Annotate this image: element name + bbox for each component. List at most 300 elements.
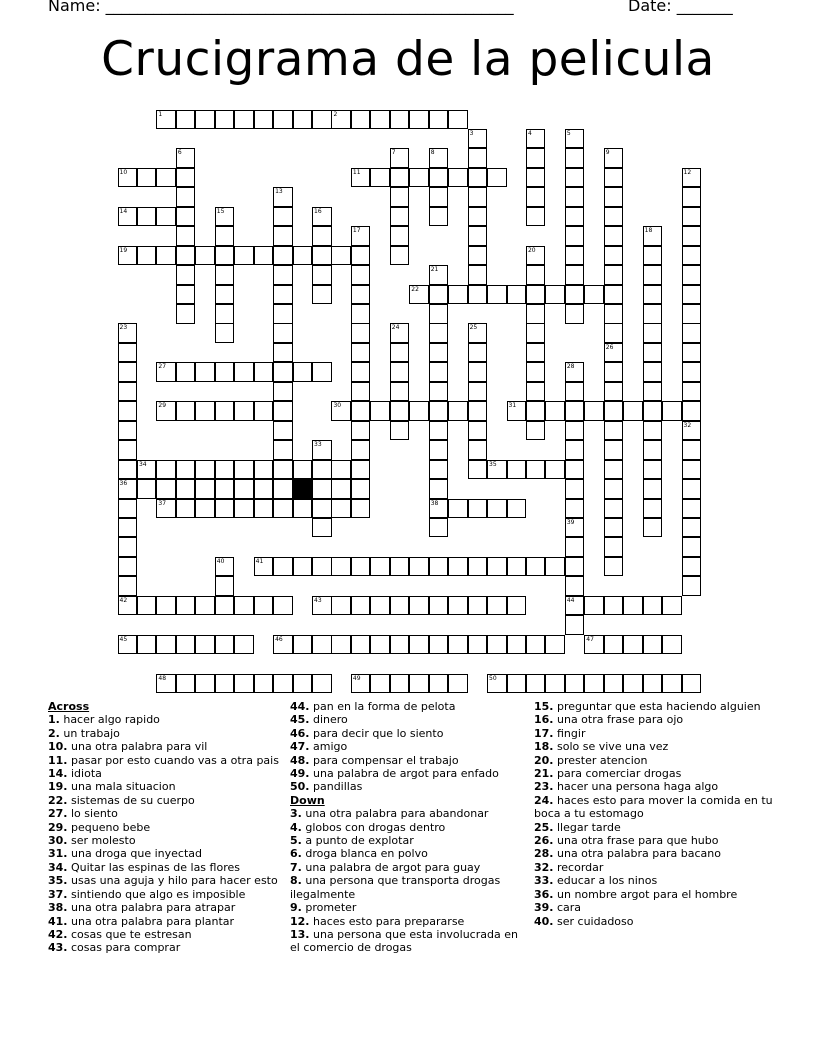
grid-cell[interactable]	[156, 207, 176, 227]
grid-cell[interactable]	[215, 285, 235, 305]
grid-cell[interactable]	[487, 557, 507, 577]
grid-cell[interactable]	[682, 265, 702, 285]
grid-cell[interactable]	[682, 285, 702, 305]
grid-cell[interactable]	[351, 499, 371, 519]
grid-cell[interactable]	[565, 557, 585, 577]
grid-cell[interactable]	[565, 207, 585, 227]
grid-cell[interactable]	[215, 304, 235, 324]
grid-cell[interactable]	[565, 285, 585, 305]
grid-cell[interactable]	[584, 401, 604, 421]
grid-cell[interactable]	[118, 246, 138, 266]
grid-cell[interactable]	[293, 110, 313, 130]
grid-cell[interactable]	[584, 285, 604, 305]
grid-cell[interactable]	[156, 635, 176, 655]
grid-cell[interactable]	[176, 246, 196, 266]
grid-cell[interactable]	[604, 148, 624, 168]
grid-cell[interactable]	[604, 226, 624, 246]
grid-cell[interactable]	[118, 518, 138, 538]
grid-cell[interactable]	[409, 674, 429, 694]
grid-cell[interactable]	[565, 265, 585, 285]
grid-cell[interactable]	[468, 401, 488, 421]
grid-cell[interactable]	[487, 674, 507, 694]
grid-cell[interactable]	[448, 596, 468, 616]
grid-cell[interactable]	[565, 382, 585, 402]
grid-cell[interactable]	[331, 557, 351, 577]
grid-cell[interactable]	[429, 148, 449, 168]
grid-cell[interactable]	[331, 596, 351, 616]
grid-cell[interactable]	[370, 596, 390, 616]
grid-cell[interactable]	[468, 246, 488, 266]
grid-cell[interactable]	[565, 129, 585, 149]
grid-cell[interactable]	[604, 285, 624, 305]
grid-cell[interactable]	[351, 421, 371, 441]
grid-cell[interactable]	[682, 576, 702, 596]
grid-cell[interactable]	[390, 226, 410, 246]
grid-cell[interactable]	[507, 557, 527, 577]
grid-cell[interactable]	[234, 362, 254, 382]
grid-cell[interactable]	[565, 596, 585, 616]
grid-cell[interactable]	[565, 421, 585, 441]
grid-cell[interactable]	[273, 265, 293, 285]
grid-cell[interactable]	[682, 460, 702, 480]
grid-cell[interactable]	[118, 362, 138, 382]
grid-cell[interactable]	[409, 557, 429, 577]
grid-cell[interactable]	[468, 226, 488, 246]
grid-cell[interactable]	[604, 557, 624, 577]
grid-cell[interactable]	[215, 110, 235, 130]
grid-cell[interactable]	[468, 207, 488, 227]
grid-cell[interactable]	[604, 518, 624, 538]
grid-cell[interactable]	[409, 168, 429, 188]
grid-cell[interactable]	[526, 362, 546, 382]
grid-cell[interactable]	[176, 499, 196, 519]
grid-cell[interactable]	[137, 207, 157, 227]
grid-cell[interactable]	[662, 674, 682, 694]
grid-cell[interactable]	[545, 285, 565, 305]
grid-cell[interactable]	[429, 518, 449, 538]
grid-cell[interactable]	[662, 596, 682, 616]
grid-cell[interactable]	[565, 499, 585, 519]
grid-cell[interactable]	[273, 323, 293, 343]
grid-cell[interactable]	[507, 596, 527, 616]
grid-cell[interactable]	[351, 460, 371, 480]
grid-cell[interactable]	[526, 187, 546, 207]
grid-cell[interactable]	[215, 674, 235, 694]
grid-cell[interactable]	[273, 110, 293, 130]
grid-cell[interactable]	[682, 207, 702, 227]
grid-cell[interactable]	[604, 187, 624, 207]
grid-cell[interactable]	[429, 285, 449, 305]
grid-cell[interactable]	[545, 401, 565, 421]
grid-cell[interactable]	[643, 285, 663, 305]
grid-cell[interactable]	[468, 557, 488, 577]
grid-cell[interactable]	[604, 674, 624, 694]
grid-cell[interactable]	[312, 674, 332, 694]
grid-cell[interactable]	[565, 148, 585, 168]
grid-cell[interactable]	[565, 187, 585, 207]
grid-cell[interactable]	[176, 401, 196, 421]
grid-cell[interactable]	[331, 479, 351, 499]
grid-cell[interactable]	[176, 265, 196, 285]
grid-cell[interactable]	[468, 168, 488, 188]
grid-cell[interactable]	[273, 304, 293, 324]
grid-cell[interactable]	[312, 362, 332, 382]
grid-cell[interactable]	[507, 674, 527, 694]
grid-cell[interactable]	[215, 226, 235, 246]
grid-cell[interactable]	[429, 362, 449, 382]
grid-cell[interactable]	[156, 246, 176, 266]
grid-cell[interactable]	[643, 421, 663, 441]
grid-cell[interactable]	[293, 362, 313, 382]
grid-cell[interactable]	[351, 362, 371, 382]
grid-cell[interactable]	[448, 285, 468, 305]
grid-cell[interactable]	[623, 401, 643, 421]
grid-cell[interactable]	[351, 110, 371, 130]
grid-cell[interactable]	[565, 518, 585, 538]
grid-cell[interactable]	[390, 362, 410, 382]
grid-cell[interactable]	[526, 285, 546, 305]
date-field[interactable]: Date: _______	[628, 0, 733, 15]
grid-cell[interactable]	[118, 596, 138, 616]
grid-cell[interactable]	[351, 635, 371, 655]
grid-cell[interactable]	[351, 226, 371, 246]
grid-cell[interactable]	[195, 596, 215, 616]
grid-cell[interactable]	[195, 110, 215, 130]
grid-cell[interactable]	[312, 440, 332, 460]
grid-cell[interactable]	[468, 635, 488, 655]
grid-cell[interactable]	[234, 460, 254, 480]
grid-cell[interactable]	[195, 479, 215, 499]
grid-cell[interactable]	[565, 304, 585, 324]
grid-cell[interactable]	[273, 226, 293, 246]
grid-cell[interactable]	[215, 576, 235, 596]
grid-cell[interactable]	[273, 557, 293, 577]
grid-cell[interactable]	[448, 674, 468, 694]
grid-cell[interactable]	[390, 148, 410, 168]
grid-cell[interactable]	[448, 168, 468, 188]
grid-cell[interactable]	[118, 479, 138, 499]
grid-cell[interactable]	[390, 421, 410, 441]
grid-cell[interactable]	[312, 207, 332, 227]
grid-cell[interactable]	[682, 304, 702, 324]
grid-cell[interactable]	[312, 557, 332, 577]
grid-cell[interactable]	[565, 401, 585, 421]
grid-cell[interactable]	[176, 304, 196, 324]
grid-cell[interactable]	[643, 460, 663, 480]
grid-cell[interactable]	[273, 343, 293, 363]
grid-cell[interactable]	[156, 401, 176, 421]
grid-cell[interactable]	[390, 110, 410, 130]
grid-cell[interactable]	[273, 674, 293, 694]
grid-cell[interactable]	[507, 285, 527, 305]
grid-cell[interactable]	[312, 635, 332, 655]
grid-cell[interactable]	[176, 207, 196, 227]
grid-cell[interactable]	[273, 362, 293, 382]
grid-cell[interactable]	[176, 110, 196, 130]
grid-cell[interactable]	[118, 499, 138, 519]
grid-cell[interactable]	[526, 265, 546, 285]
grid-cell[interactable]	[565, 674, 585, 694]
grid-cell[interactable]	[331, 110, 351, 130]
grid-cell[interactable]	[468, 362, 488, 382]
grid-cell[interactable]	[312, 460, 332, 480]
grid-cell[interactable]	[195, 401, 215, 421]
grid-cell[interactable]	[351, 479, 371, 499]
grid-cell[interactable]	[195, 460, 215, 480]
grid-cell[interactable]	[137, 246, 157, 266]
grid-cell[interactable]	[118, 635, 138, 655]
grid-cell[interactable]	[682, 168, 702, 188]
grid-cell[interactable]	[429, 596, 449, 616]
grid-cell[interactable]	[682, 518, 702, 538]
grid-cell[interactable]	[526, 382, 546, 402]
grid-cell[interactable]	[429, 421, 449, 441]
grid-cell[interactable]	[526, 323, 546, 343]
grid-cell[interactable]	[604, 635, 624, 655]
grid-cell[interactable]	[643, 343, 663, 363]
grid-cell[interactable]	[507, 401, 527, 421]
grid-cell[interactable]	[254, 110, 274, 130]
grid-cell[interactable]	[234, 479, 254, 499]
grid-cell[interactable]	[312, 479, 332, 499]
grid-cell[interactable]	[643, 401, 663, 421]
grid-cell[interactable]	[351, 304, 371, 324]
grid-cell[interactable]	[370, 168, 390, 188]
grid-cell[interactable]	[351, 285, 371, 305]
grid-cell[interactable]	[176, 596, 196, 616]
grid-cell[interactable]	[604, 499, 624, 519]
grid-cell[interactable]	[429, 110, 449, 130]
grid-cell[interactable]	[565, 168, 585, 188]
grid-cell[interactable]	[507, 460, 527, 480]
grid-cell[interactable]	[409, 596, 429, 616]
grid-cell[interactable]	[254, 460, 274, 480]
grid-cell[interactable]	[215, 499, 235, 519]
grid-cell[interactable]	[409, 110, 429, 130]
grid-cell[interactable]	[215, 207, 235, 227]
grid-cell[interactable]	[682, 382, 702, 402]
grid-cell[interactable]	[448, 401, 468, 421]
grid-cell[interactable]	[429, 382, 449, 402]
grid-cell[interactable]	[176, 460, 196, 480]
grid-cell[interactable]	[682, 537, 702, 557]
grid-cell[interactable]	[526, 168, 546, 188]
grid-cell[interactable]	[390, 635, 410, 655]
name-field[interactable]: Name: ___________________________________________________	[48, 0, 514, 15]
grid-cell[interactable]	[331, 401, 351, 421]
grid-cell[interactable]	[390, 168, 410, 188]
grid-cell[interactable]	[584, 635, 604, 655]
grid-cell[interactable]	[643, 226, 663, 246]
grid-cell[interactable]	[351, 343, 371, 363]
grid-cell[interactable]	[215, 460, 235, 480]
grid-cell[interactable]	[429, 557, 449, 577]
grid-cell[interactable]	[273, 499, 293, 519]
grid-cell[interactable]	[429, 323, 449, 343]
grid-cell[interactable]	[351, 674, 371, 694]
grid-cell[interactable]	[526, 246, 546, 266]
grid-cell[interactable]	[118, 440, 138, 460]
grid-cell[interactable]	[273, 421, 293, 441]
grid-cell[interactable]	[390, 674, 410, 694]
grid-cell[interactable]	[565, 246, 585, 266]
grid-cell[interactable]	[468, 440, 488, 460]
grid-cell[interactable]	[584, 596, 604, 616]
grid-cell[interactable]	[487, 635, 507, 655]
grid-cell[interactable]	[604, 596, 624, 616]
grid-cell[interactable]	[370, 635, 390, 655]
grid-cell[interactable]	[176, 168, 196, 188]
grid-cell[interactable]	[254, 596, 274, 616]
grid-cell[interactable]	[682, 246, 702, 266]
grid-cell[interactable]	[526, 304, 546, 324]
grid-cell[interactable]	[487, 460, 507, 480]
grid-cell[interactable]	[390, 557, 410, 577]
grid-cell[interactable]	[565, 576, 585, 596]
grid-cell[interactable]	[429, 207, 449, 227]
grid-cell[interactable]	[429, 460, 449, 480]
grid-cell[interactable]	[565, 362, 585, 382]
grid-cell[interactable]	[312, 265, 332, 285]
grid-cell[interactable]	[118, 460, 138, 480]
grid-cell[interactable]	[604, 343, 624, 363]
grid-cell[interactable]	[390, 323, 410, 343]
grid-cell[interactable]	[351, 168, 371, 188]
grid-cell[interactable]	[643, 265, 663, 285]
grid-cell[interactable]	[156, 110, 176, 130]
grid-cell[interactable]	[682, 343, 702, 363]
grid-cell[interactable]	[390, 401, 410, 421]
grid-cell[interactable]	[682, 362, 702, 382]
grid-cell[interactable]	[565, 440, 585, 460]
grid-cell[interactable]	[468, 343, 488, 363]
grid-cell[interactable]	[273, 596, 293, 616]
grid-cell[interactable]	[429, 401, 449, 421]
grid-cell[interactable]	[254, 479, 274, 499]
grid-cell[interactable]	[429, 187, 449, 207]
grid-cell[interactable]	[195, 499, 215, 519]
grid-cell[interactable]	[507, 635, 527, 655]
grid-cell[interactable]	[293, 499, 313, 519]
grid-cell[interactable]	[545, 674, 565, 694]
grid-cell[interactable]	[429, 265, 449, 285]
grid-cell[interactable]	[176, 285, 196, 305]
grid-cell[interactable]	[254, 499, 274, 519]
grid-cell[interactable]	[468, 129, 488, 149]
grid-cell[interactable]	[526, 460, 546, 480]
grid-cell[interactable]	[682, 401, 702, 421]
grid-cell[interactable]	[643, 440, 663, 460]
grid-cell[interactable]	[176, 479, 196, 499]
grid-cell[interactable]	[682, 421, 702, 441]
grid-cell[interactable]	[565, 479, 585, 499]
grid-cell[interactable]	[234, 401, 254, 421]
grid-cell[interactable]	[312, 110, 332, 130]
grid-cell[interactable]	[156, 596, 176, 616]
grid-cell[interactable]	[234, 596, 254, 616]
grid-cell[interactable]	[526, 401, 546, 421]
grid-cell[interactable]	[623, 674, 643, 694]
grid-cell[interactable]	[156, 168, 176, 188]
grid-cell[interactable]	[604, 401, 624, 421]
grid-cell[interactable]	[390, 596, 410, 616]
grid-cell[interactable]	[137, 596, 157, 616]
grid-cell[interactable]	[312, 596, 332, 616]
grid-cell[interactable]	[273, 460, 293, 480]
grid-cell[interactable]	[390, 207, 410, 227]
grid-cell[interactable]	[604, 421, 624, 441]
grid-cell[interactable]	[448, 499, 468, 519]
grid-cell[interactable]	[565, 537, 585, 557]
grid-cell[interactable]	[293, 635, 313, 655]
grid-cell[interactable]	[429, 304, 449, 324]
grid-cell[interactable]	[176, 362, 196, 382]
grid-cell[interactable]	[487, 596, 507, 616]
grid-cell[interactable]	[293, 460, 313, 480]
grid-cell[interactable]	[312, 518, 332, 538]
grid-cell[interactable]	[448, 557, 468, 577]
grid-cell[interactable]	[118, 382, 138, 402]
grid-cell[interactable]	[234, 246, 254, 266]
grid-cell[interactable]	[429, 343, 449, 363]
grid-cell[interactable]	[234, 674, 254, 694]
grid-cell[interactable]	[118, 421, 138, 441]
grid-cell[interactable]	[604, 460, 624, 480]
grid-cell[interactable]	[254, 362, 274, 382]
grid-cell[interactable]	[273, 246, 293, 266]
grid-cell[interactable]	[312, 285, 332, 305]
grid-cell[interactable]	[604, 265, 624, 285]
grid-cell[interactable]	[331, 499, 351, 519]
grid-cell[interactable]	[118, 207, 138, 227]
grid-cell[interactable]	[429, 479, 449, 499]
grid-cell[interactable]	[254, 674, 274, 694]
grid-cell[interactable]	[604, 168, 624, 188]
grid-cell[interactable]	[448, 110, 468, 130]
grid-cell[interactable]	[293, 557, 313, 577]
grid-cell[interactable]	[137, 460, 157, 480]
grid-cell[interactable]	[662, 635, 682, 655]
grid-cell[interactable]	[118, 323, 138, 343]
grid-cell[interactable]	[429, 440, 449, 460]
grid-cell[interactable]	[273, 440, 293, 460]
grid-cell[interactable]	[215, 323, 235, 343]
grid-cell[interactable]	[370, 110, 390, 130]
grid-cell[interactable]	[545, 635, 565, 655]
grid-cell[interactable]	[468, 285, 488, 305]
grid-cell[interactable]	[312, 226, 332, 246]
grid-cell[interactable]	[643, 674, 663, 694]
grid-cell[interactable]	[351, 382, 371, 402]
grid-cell[interactable]	[351, 323, 371, 343]
grid-cell[interactable]	[312, 246, 332, 266]
grid-cell[interactable]	[156, 479, 176, 499]
grid-cell[interactable]	[273, 635, 293, 655]
grid-cell[interactable]	[176, 674, 196, 694]
grid-cell[interactable]	[137, 479, 157, 499]
grid-cell[interactable]	[643, 246, 663, 266]
grid-cell[interactable]	[682, 226, 702, 246]
grid-cell[interactable]	[643, 635, 663, 655]
grid-cell[interactable]	[604, 479, 624, 499]
grid-cell[interactable]	[526, 674, 546, 694]
grid-cell[interactable]	[545, 460, 565, 480]
grid-cell[interactable]	[273, 285, 293, 305]
grid-cell[interactable]	[118, 537, 138, 557]
grid-cell[interactable]	[351, 401, 371, 421]
grid-cell[interactable]	[273, 401, 293, 421]
grid-cell[interactable]	[293, 674, 313, 694]
